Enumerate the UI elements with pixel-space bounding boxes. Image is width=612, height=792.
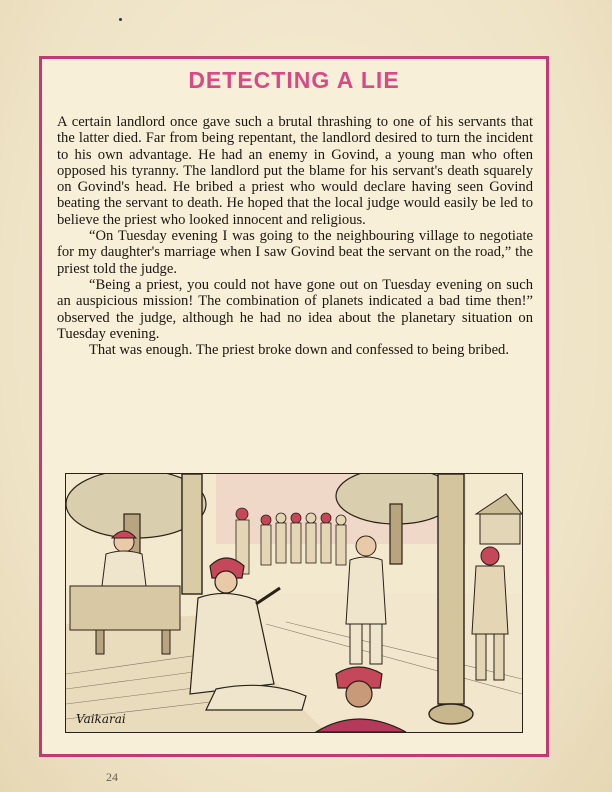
pillar-left (182, 474, 202, 594)
story-title: DETECTING A LIE (188, 67, 400, 93)
story-paragraph-2: “On Tuesday evening I was going to the neighbouring village to negotiate for my daughter's marriage when I saw Govind beat the servant on the road,” the priest told the judge. (57, 228, 533, 277)
story-paragraph-3: “Being a priest, you could not have gone out on Tuesday evening on such an auspicious mission! The combination of planets indicated a bad time then!” observed the judge, although he had no idea about the planetary situation on Tuesday evening. (57, 276, 533, 342)
speck (119, 18, 122, 21)
story-frame (39, 56, 549, 757)
page-number: 24 (106, 770, 118, 784)
story-paragraph-4: That was enough. The priest broke down and confessed to being bribed. (89, 342, 510, 359)
story-paragraph-1: A certain landlord once gave such a brutal thrashing to one of his servants that the latter died. Far from being repentant, the landlord desired to turn the incident to his own advantage. He had an enemy in Govind, a young man who often opposed his tyranny. The landlord put the blame for his servant's death squarely on Govind's head. He bribed a priest who would declare having seen Govind beating the servant to death. He hoped that the local judge would easily be led to believe the priest who looked innocent and religious. (57, 114, 533, 228)
story-body (57, 114, 533, 358)
court-scene-illustration (65, 473, 523, 733)
artist-signature: Vaikarai (76, 712, 126, 726)
